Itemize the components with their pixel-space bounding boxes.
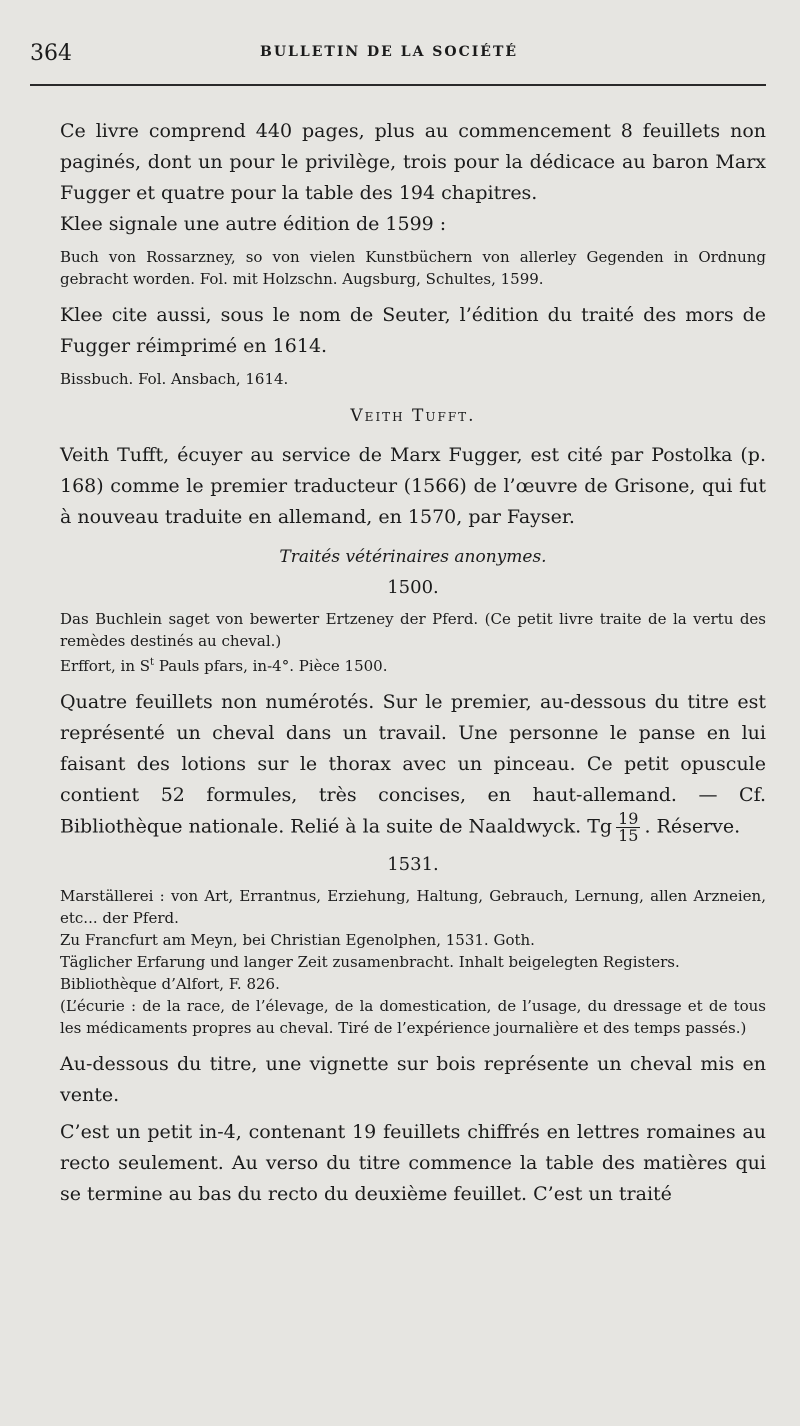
bibliographic-note: Zu Francfurt am Meyn, bei Christian Egenolphen, 1531. Goth. <box>60 931 535 949</box>
section-heading: Veith Tufft. <box>350 406 476 426</box>
bibliographic-note: (L’écurie : de la race, de l’élevage, de la domestication, de l’usage, du dressage et de tous les médicaments propres au cheval. Tiré de l’expérience journalière et des temps passés.) <box>60 997 766 1037</box>
bibliographic-note: Erffort, in $S^t$ Pauls pfars, in-4°. Pièce 1500. <box>60 657 388 675</box>
bibliographic-note: Das Buchlein saget von bewerter Ertzeney der Pferd. (Ce petit livre traite de la vertu des remèdes destinés au cheval.) <box>60 610 766 650</box>
paragraph: Veith Tufft, écuyer au service de Marx Fugger, est cité par Postolka (p. 168) comme le premier traducteur (1566) de l’œuvre de Grisone, qui fut à nouveau traduite en allemand, en 1570, par Fayser. <box>60 444 766 528</box>
paragraph: Ce livre comprend 440 pages, plus au commencement 8 feuillets non paginés, dont un pour le privilège, trois pour la dédicace au baron Marx Fugger et quatre pour la table des 194 chapitres. <box>60 120 766 204</box>
paragraph: Klee signale une autre édition de 1599 : <box>60 213 447 235</box>
section-heading-italic: Traités vétérinaires anonymes. <box>279 547 547 567</box>
page-body <box>60 76 766 1210</box>
year-heading: 1500. <box>387 577 439 598</box>
bibliographic-note: Buch von Rossarzney, so von vielen Kunstbüchern von allerley Gegenden in Ordnung gebracht worden. Fol. mit Holzschn. Augsburg, Schultes, 1599. <box>60 248 766 288</box>
header-rule <box>30 84 766 86</box>
paragraph: Klee cite aussi, sous le nom de Seuter, l’édition du traité des mors de Fugger réimprimé en 1614. <box>60 304 766 357</box>
paragraph: Au-dessous du titre, une vignette sur bois représente un cheval mis en vente. <box>60 1053 766 1106</box>
bibliographic-note: Marställerei : von Art, Errantnus, Erziehung, Haltung, Gebrauch, Lernung, allen Arzneien, etc... der Pferd. <box>60 887 766 927</box>
fraction: $\frac{19}{15}$ <box>618 809 639 845</box>
paragraph: Quatre feuillets non numérotés. Sur le premier, au-dessous du titre est représenté un cheval dans un travail. Une personne le panse en lui faisant des lotions sur le thorax avec un pinceau. Ce petit opuscule contient 52 formules, très concises, en haut-allemand. — Cf. Bibliothèque nationale. Relié à la suite de Naaldwyck. Tg $\frac{19}{15}$ . Réserve. <box>60 691 766 845</box>
bibliographic-note: Bissbuch. Fol. Ansbach, 1614. <box>60 370 289 388</box>
year-heading: 1531. <box>387 854 439 875</box>
page-number: 364 <box>30 41 72 66</box>
bibliographic-note: Bibliothèque d’Alfort, F. 826. <box>60 975 280 993</box>
page-header <box>30 36 766 76</box>
bibliographic-note: Täglicher Erfarung und langer Zeit zusamenbracht. Inhalt beigelegten Registers. <box>60 953 680 971</box>
paragraph: C’est un petit in-4, contenant 19 feuillets chiffrés en lettres romaines au recto seulement. Au verso du titre commence la table des matières qui se termine au bas du recto du deuxième feuillet. C’est un traité <box>60 1121 766 1205</box>
running-head: BULLETIN DE LA SOCIÉTÉ <box>260 44 519 60</box>
